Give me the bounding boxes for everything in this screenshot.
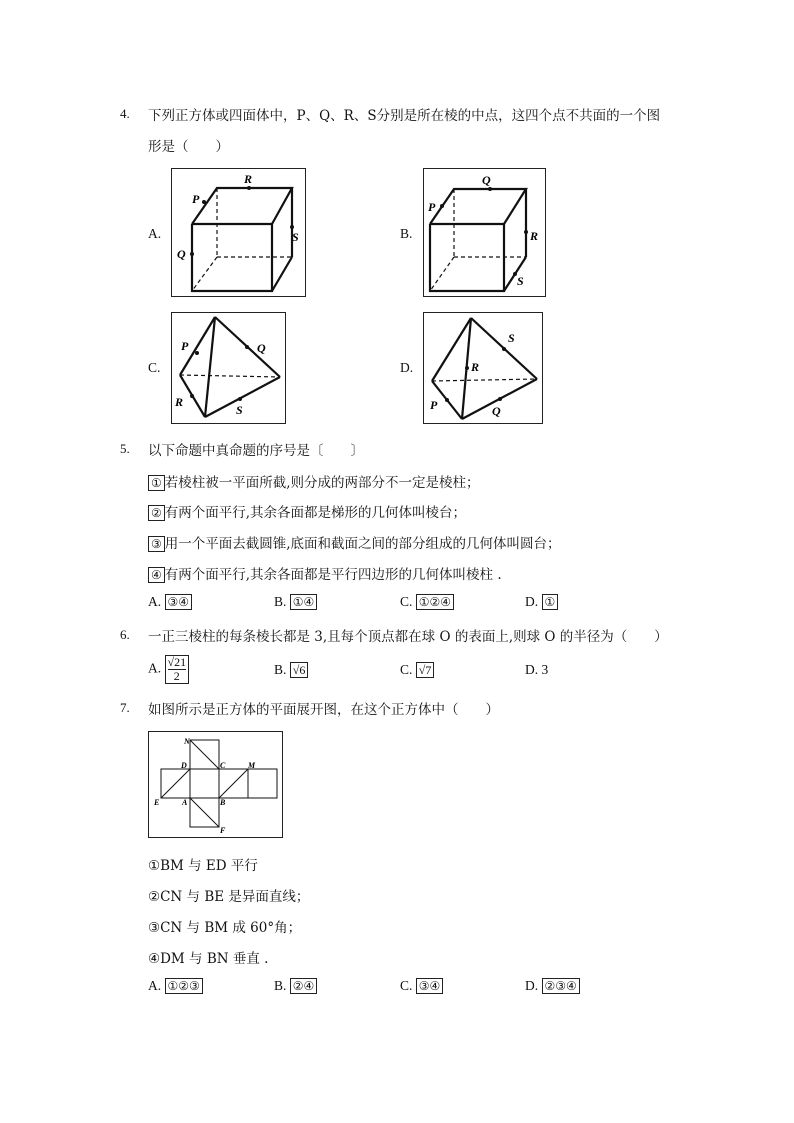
label-f: F (220, 826, 226, 835)
label-s: S (292, 230, 299, 244)
q4-figure-b (423, 168, 546, 297)
tetra-figure-d (424, 313, 542, 423)
q7-item-2: ②CN 与 BE 是异面直线； (148, 889, 310, 905)
label-s: S (517, 274, 524, 288)
item-mark: ③ (148, 536, 165, 552)
label-a: A (182, 798, 188, 807)
q7-stem: 如图所示是正方体的平面展开图，在这个正方体中（ ） (148, 702, 499, 718)
item-text: 有两个面平行,其余各面都是平行四边形的几何体叫棱柱 . (164, 567, 502, 583)
q7-item-1: ①BM 与 ED 平行 (148, 858, 258, 874)
q7-net-figure (148, 731, 283, 838)
label-q: Q (482, 173, 491, 187)
label-n: N (184, 737, 190, 746)
label-r: R (175, 395, 184, 409)
item-text: 用一个平面去截圆锥,底面和截面之间的部分组成的几何体叫圆台； (164, 536, 561, 552)
label-p: P (430, 398, 438, 412)
q4-option-d-key: D. (400, 360, 414, 375)
q5-choice-c: C. ①②④ (400, 594, 454, 610)
q6-choice-b: B. √6 (274, 662, 308, 678)
q6-choice-c: C. √7 (400, 662, 434, 678)
label-r: R (244, 172, 253, 186)
q7-item-4: ④DM 与 BN 垂直 . (148, 951, 269, 967)
q4-option-b-key: B. (400, 226, 413, 241)
q4-figure-d (423, 312, 543, 424)
q5-item-3 (148, 532, 561, 552)
label-p: P (428, 200, 436, 214)
q4-option-c-key: C. (148, 360, 161, 375)
q5-choice-d: D. ① (525, 594, 558, 610)
label-p: P (192, 192, 200, 206)
label-r: R (530, 229, 539, 243)
label-r: R (471, 360, 480, 374)
label-q: Q (492, 404, 501, 418)
q5-number: 5. (120, 441, 130, 456)
cube-figure-a (172, 169, 305, 296)
label-q: Q (177, 247, 186, 261)
label-m: M (248, 761, 256, 770)
cube-net (149, 732, 282, 837)
label-p: P (181, 339, 189, 353)
label-q: Q (257, 341, 266, 355)
label-b: B (220, 798, 226, 807)
q5-choice-b: B. ①④ (274, 594, 317, 610)
q4-stem-line1: 下列正方体或四面体中，P、Q、R、S分别是所在棱的中点，这四个点不共面的一个图 (148, 108, 661, 124)
q4-number: 4. (120, 106, 130, 121)
q5-item-4 (148, 563, 502, 583)
label-e: E (154, 798, 160, 807)
q4-figure-a (171, 168, 306, 297)
item-text: 有两个面平行,其余各面都是梯形的几何体叫棱台； (164, 505, 467, 521)
q4-figure-c (171, 312, 286, 424)
q5-item-1 (148, 471, 480, 491)
q7-choice-a: A. ①②③ (148, 978, 203, 994)
fraction: $\frac{√21}{2}$ (165, 655, 190, 684)
label-d: D (181, 761, 187, 770)
q4-stem-line2: 形是（ ） (148, 139, 229, 155)
q5-item-2 (148, 501, 466, 521)
item-mark: ② (148, 505, 165, 521)
label-c: C (220, 761, 226, 770)
q7-choice-b: B. ②④ (274, 978, 317, 994)
item-mark: ④ (148, 567, 165, 583)
q5-stem: 以下命题中真命题的序号是〔 〕 (148, 443, 364, 459)
cube-figure-b (424, 169, 545, 296)
label-s: S (508, 331, 515, 345)
q7-choice-c: C. ③④ (400, 978, 443, 994)
q6-choice-a: A. $\frac{√21}{2}$ (148, 655, 189, 684)
q5-choice-a: A. ③④ (148, 594, 192, 610)
q4-option-a-key: A. (148, 226, 162, 241)
q7-choice-d: D. ②③④ (525, 978, 580, 994)
q7-item-3: ③CN 与 BM 成 60°角； (148, 920, 302, 936)
item-text: 若棱柱被一平面所截,则分成的两部分不一定是棱柱； (164, 475, 480, 491)
q6-stem: 一正三棱柱的每条棱长都是 3,且每个顶点都在球 O 的表面上,则球 O 的半径为（ ） (148, 629, 668, 645)
q6-number: 6. (120, 627, 130, 642)
tetra-figure-c (172, 313, 285, 423)
item-mark: ① (148, 475, 165, 491)
q7-number: 7. (120, 700, 130, 715)
q6-choice-d: D. 3 (525, 662, 549, 677)
label-s: S (236, 403, 243, 417)
